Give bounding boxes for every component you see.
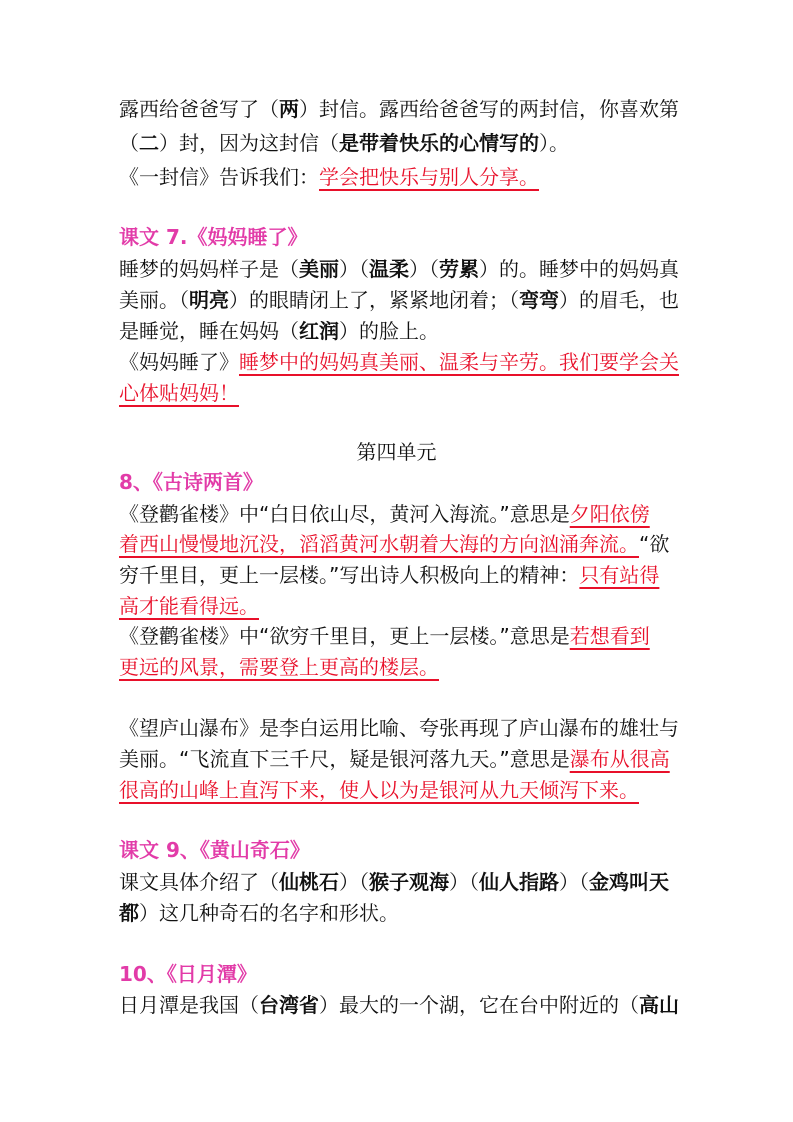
lesson-8-line-1: 《登鹳雀楼》中“白日依山尽，黄河入海流。”意思是夕阳依傍 <box>119 502 650 526</box>
lesson-7-line-1: 睡梦的妈妈样子是（美丽）（温柔）（劳累）的。睡梦中的妈妈真 <box>119 257 679 281</box>
lushan-line-1: 《望庐山瀑布》是李白运用比喻、夸张再现了庐山瀑布的雄壮与 <box>119 716 679 740</box>
lesson-9-line-2: 都）这几种奇石的名字和形状。 <box>119 901 399 925</box>
lushan-line-3: 很高的山峰上直泻下来，使人以为是银河从九天倾泻下来。 <box>119 778 639 802</box>
lesson-7-line-2: 美丽。（明亮）的眼睛闭上了，紧紧地闭着；（弯弯）的眉毛，也 <box>119 288 679 312</box>
letter-line-1: 露西给爸爸写了（两）封信。露西给爸爸写的两封信，你喜欢第 <box>119 97 679 121</box>
unit-title: 第四单元 <box>356 440 437 464</box>
lesson-9-heading: 课文 9、《黄山奇石》 <box>119 838 310 862</box>
letter-line-2: （二）封，因为这封信（是带着快乐的心情写的）。 <box>119 131 569 155</box>
lesson-8-line-2: 着西山慢慢地沉没，滔滔黄河水朝着大海的方向汹涌奔流。“欲 <box>119 532 670 556</box>
lesson-10-heading: 10、《日月潭》 <box>119 962 257 986</box>
lesson-9-line-1: 课文具体介绍了（仙桃石）（猴子观海）（仙人指路）（金鸡叫天 <box>119 870 669 894</box>
lesson-7-heading: 课文 7.《妈妈睡了》 <box>119 225 308 249</box>
lesson-8-line-6: 更远的风景，需要登上更高的楼层。 <box>119 655 439 679</box>
lesson-7-line-3: 是睡觉，睡在妈妈（红润）的脸上。 <box>119 319 439 343</box>
lesson-7-summary-1: 《妈妈睡了》睡梦中的妈妈真美丽、温柔与辛劳。我们要学会关 <box>119 350 679 374</box>
letter-summary: 《一封信》告诉我们：学会把快乐与别人分享。 <box>119 165 539 189</box>
lesson-8-line-5: 《登鹳雀楼》中“欲穷千里目，更上一层楼。”意思是若想看到 <box>119 624 650 648</box>
lesson-8-line-4: 高才能看得远。 <box>119 594 259 618</box>
lesson-10-line-1: 日月潭是我国（台湾省）最大的一个湖，它在台中附近的（高山 <box>119 993 679 1017</box>
lesson-7-summary-2: 心体贴妈妈！ <box>119 381 239 405</box>
lesson-8-heading: 8、《古诗两首》 <box>119 470 263 494</box>
lesson-8-line-3: 穷千里目，更上一层楼。”写出诗人积极向上的精神：只有站得 <box>119 563 660 587</box>
lushan-line-2: 美丽。“飞流直下三千尺，疑是银河落九天。”意思是瀑布从很高 <box>119 747 670 771</box>
